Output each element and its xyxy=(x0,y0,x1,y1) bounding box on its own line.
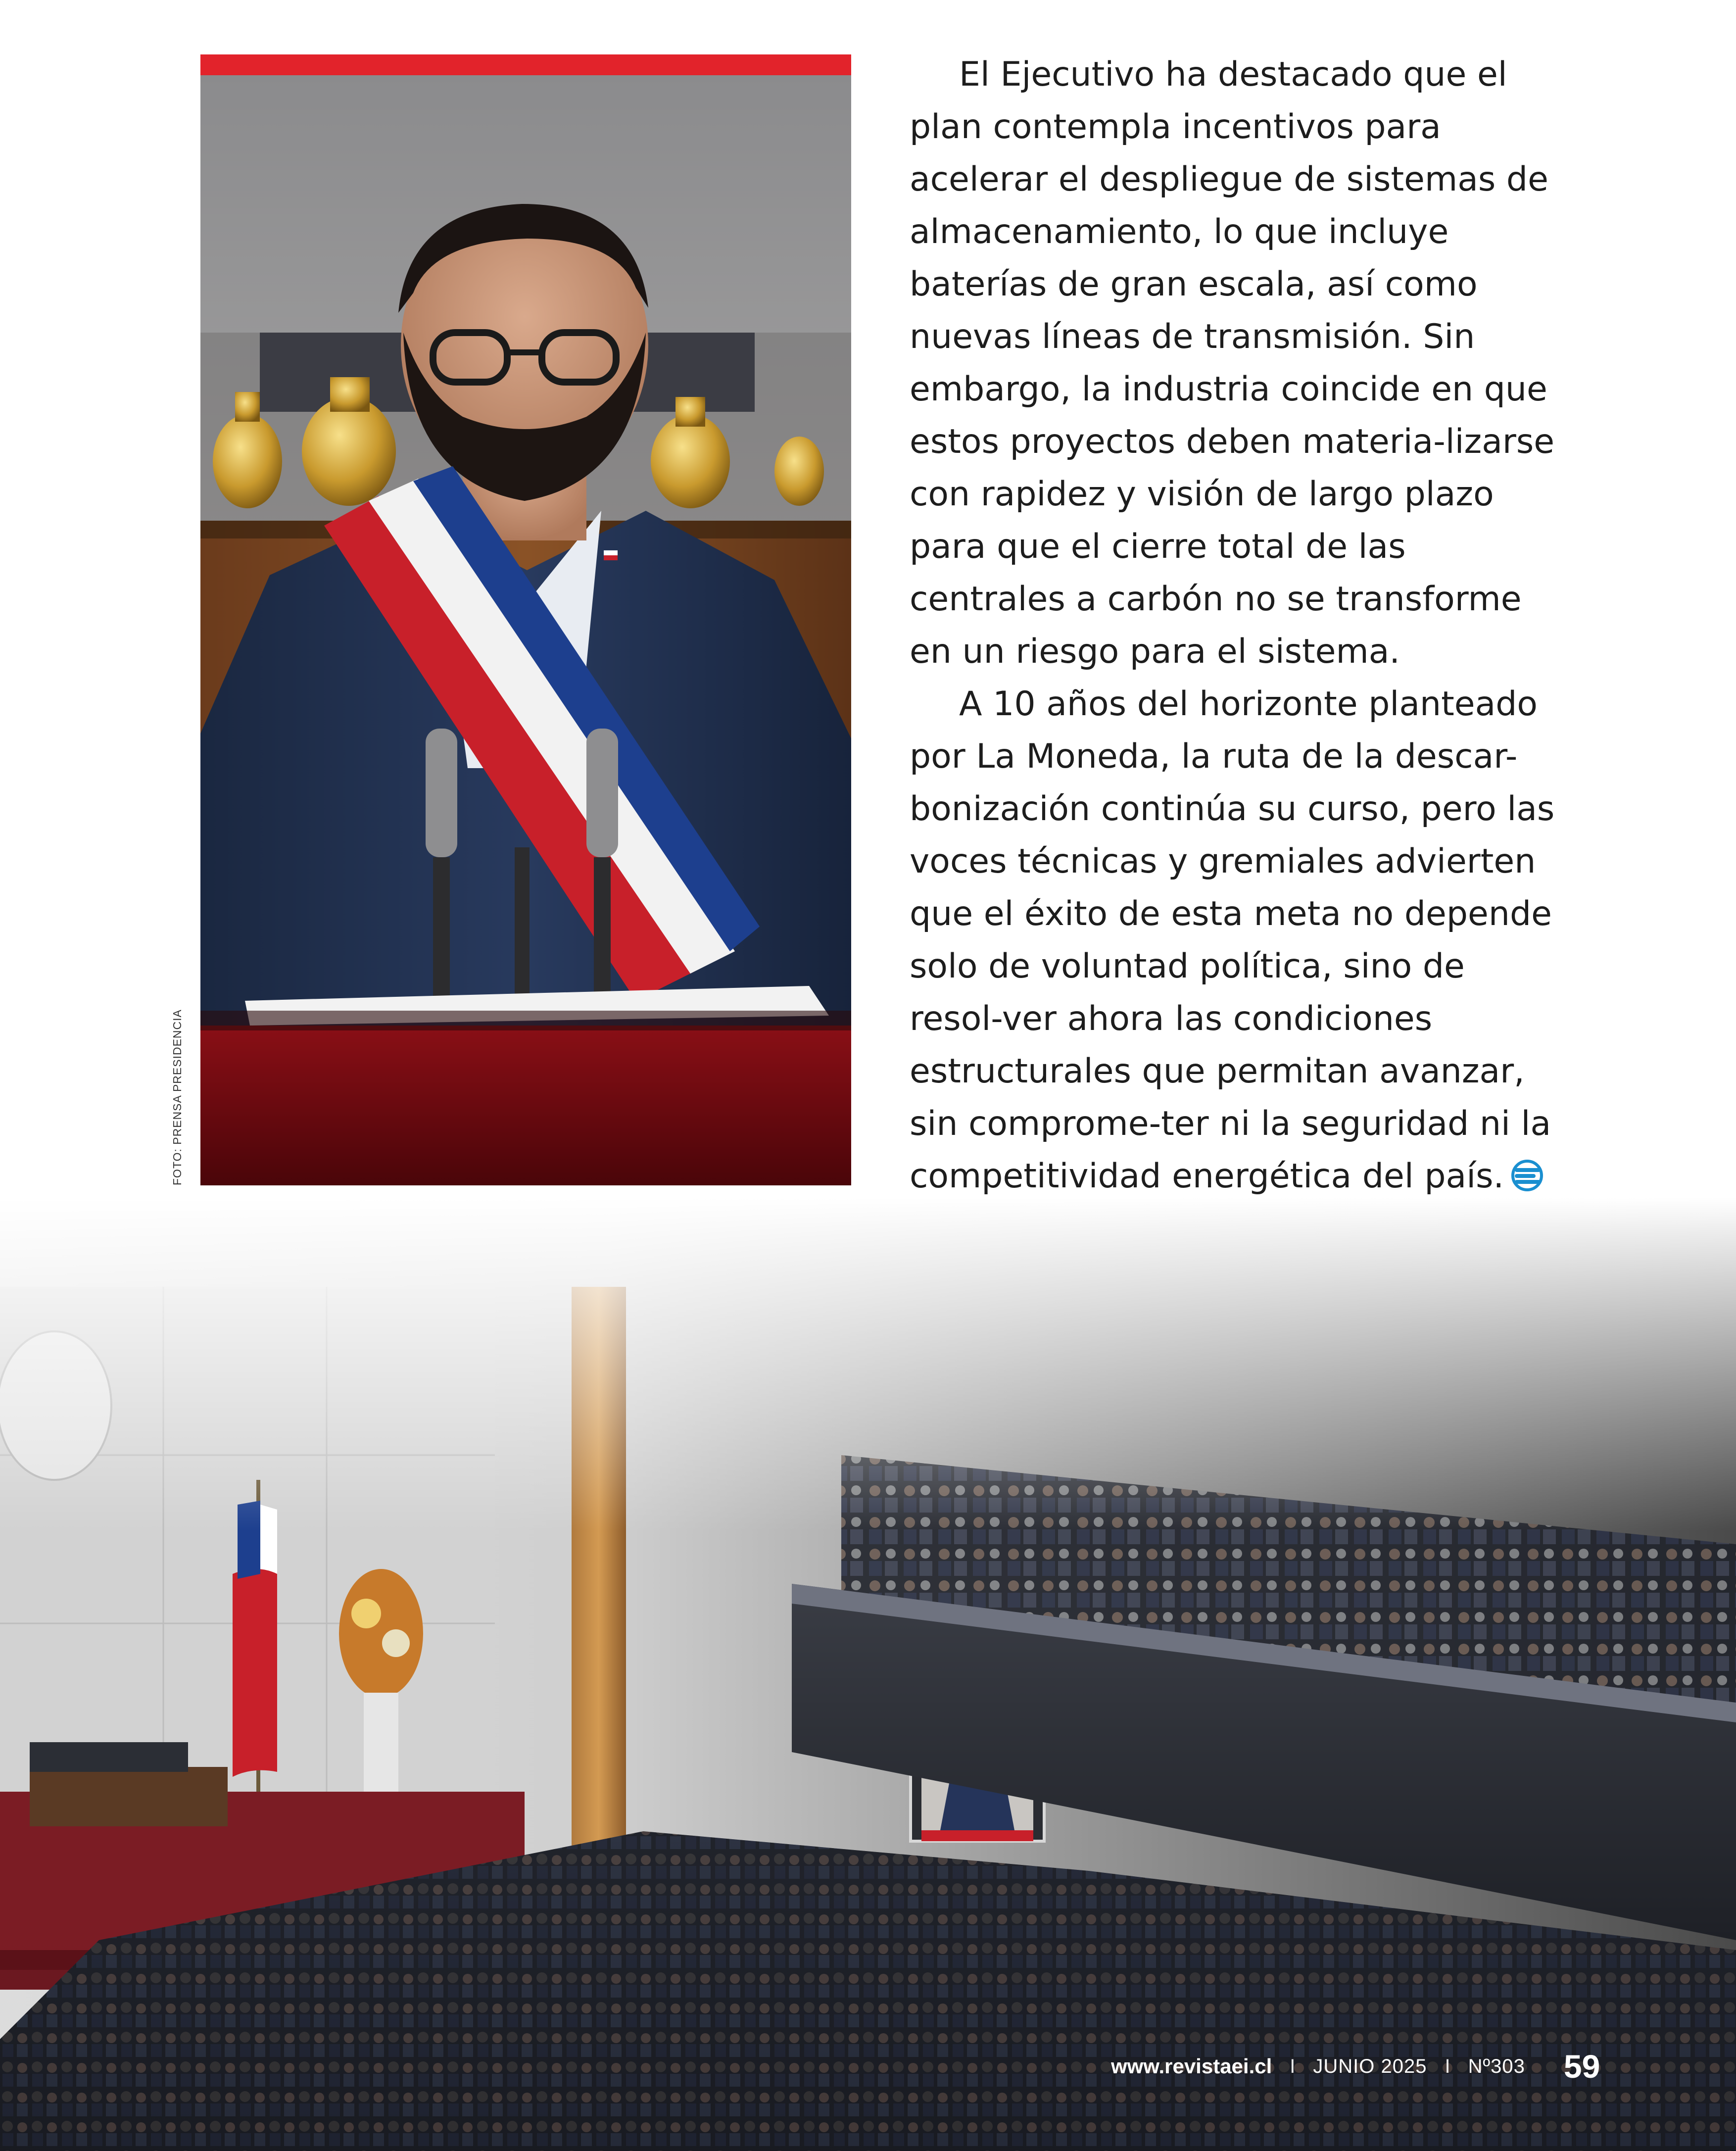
article-paragraph-final xyxy=(910,678,1568,1203)
article-paragraph: El Ejecutivo ha destacado que el plan contempla incentivos para acelerar el despliegue de sistemas de almacenamiento, lo que incluye baterías de gran escala, así como nuevas líneas de transmisión. Sin embargo, la industria coincide en que estos proyectos deben materia-lizarse con rapidez y visión de largo plazo para que el cierre total de las centrales a carbón no se transforme en un riesgo para el sistema. xyxy=(910,55,1555,671)
footer-separator: I xyxy=(1290,2055,1296,2077)
footer-issue-number: Nº303 xyxy=(1468,2055,1525,2077)
article-paragraph-text: A 10 años del horizonte planteado por La Moneda, la ruta de la descar-bonización continúa su curso, pero las voces técnicas y gremiales advierten que el éxito de esta meta no depende solo de voluntad política, sino de resol-ver ahora las condiciones estructurales que permitan avanzar, sin comprome-ter ni la seguridad ni la competitividad energética del país. xyxy=(910,684,1555,1196)
portrait-photo xyxy=(200,75,851,1185)
photo-credit: FOTO: PRENSA PRESIDENCIA xyxy=(171,1009,184,1185)
portrait-photo-frame xyxy=(200,54,851,1185)
revista-ei-logo-icon xyxy=(1508,1160,1546,1191)
footer-website[interactable]: www.revistaei.cl xyxy=(1111,2054,1272,2078)
article-body xyxy=(910,49,1568,1203)
congress-hall-photo xyxy=(0,1198,1736,2151)
congress-hall-photo-art xyxy=(0,1198,1736,2151)
footer-issue-date: JUNIO 2025 xyxy=(1313,2055,1427,2077)
red-accent-bar xyxy=(200,54,851,75)
footer-separator: I xyxy=(1445,2055,1450,2077)
page-number: 59 xyxy=(1563,2048,1600,2085)
page-footer xyxy=(1111,2047,1600,2086)
